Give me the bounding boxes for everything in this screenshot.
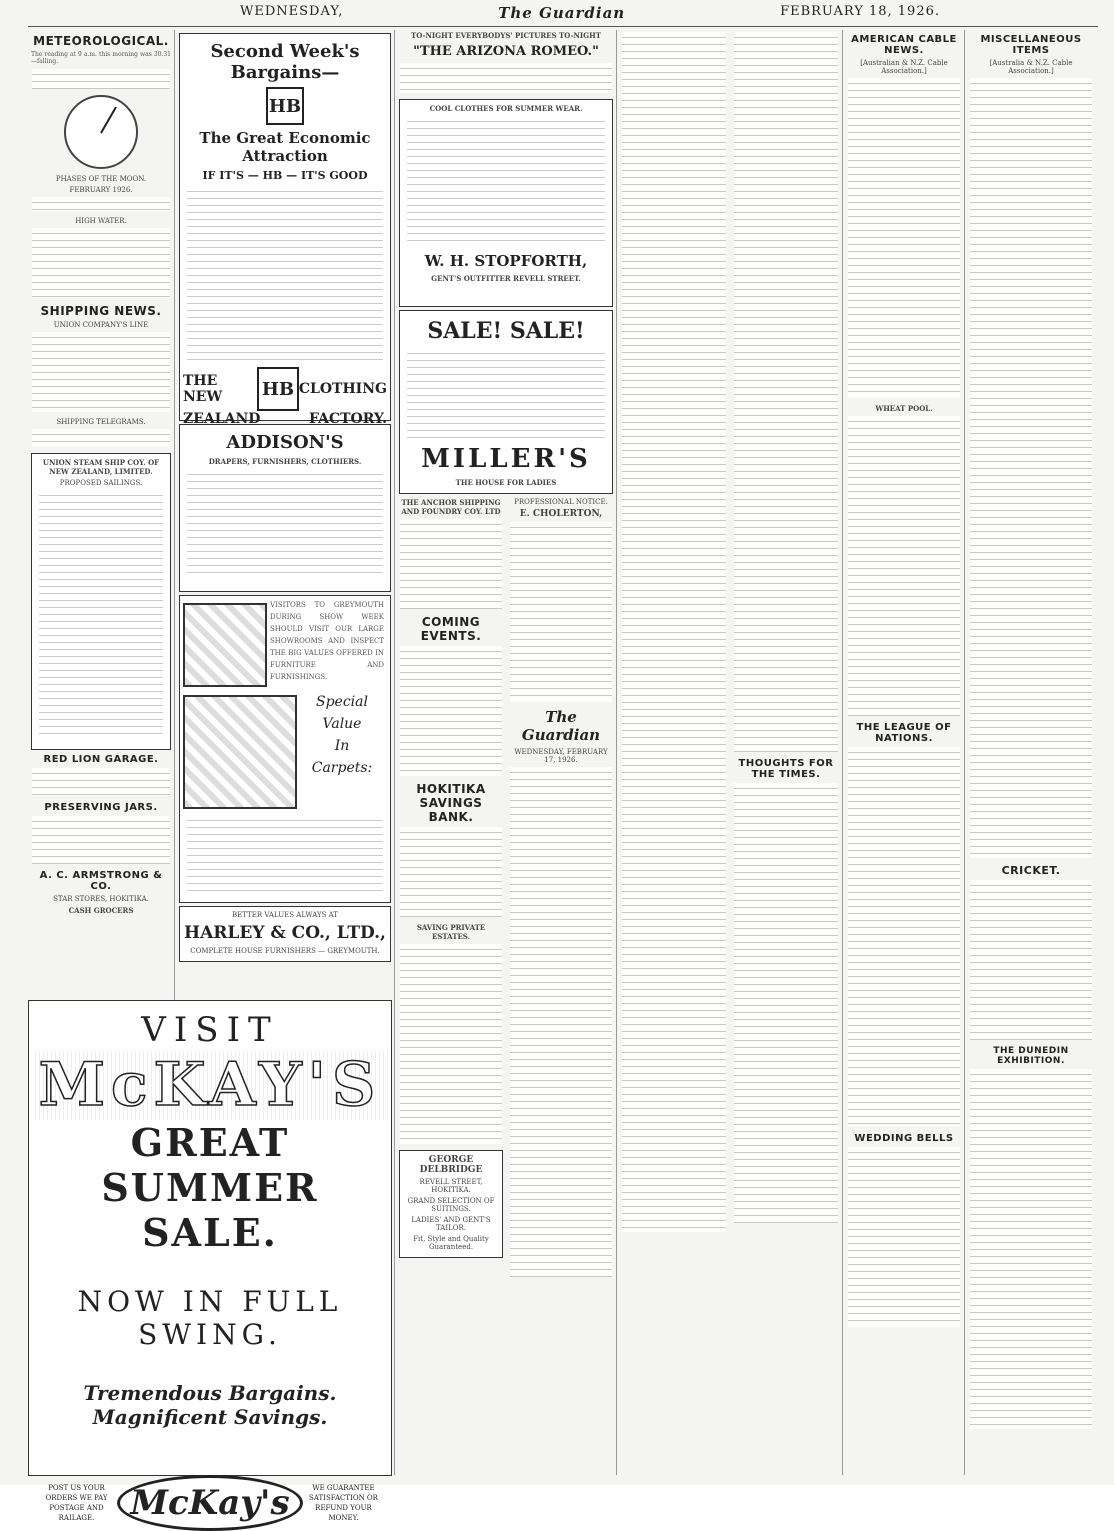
mckays-now-full: NOW IN FULL SWING.	[77, 1285, 343, 1351]
high-water-heading: HIGH WATER.	[75, 216, 127, 225]
thoughts-body	[734, 783, 838, 1223]
saving-estates-heading: SAVING PRIVATE ESTATES.	[416, 923, 486, 941]
addisons-ad	[179, 424, 391, 592]
stopforth-sub: GENT'S OUTFITTER REVELL STREET.	[431, 274, 581, 283]
coming-events-body	[400, 646, 502, 776]
delbridge-ad	[399, 1150, 503, 1258]
carpet-pattern-icon	[183, 695, 297, 809]
carpet-prices	[187, 815, 383, 895]
col4-left	[618, 30, 730, 1238]
union-heading: UNION COMPANY'S LINE	[53, 320, 149, 329]
second-week-heading: Second Week's Bargains—	[210, 41, 360, 83]
union-steam-ad	[31, 453, 171, 750]
cable-news-heading: AMERICAN CABLE NEWS.	[851, 34, 957, 56]
professional-notice: PROFESSIONAL NOTICE.	[514, 498, 608, 506]
if-its: IF IT'S	[202, 169, 244, 182]
telegrams-heading: SHIPPING TELEGRAMS.	[56, 417, 146, 426]
shipping-heading: SHIPPING NEWS.	[40, 303, 162, 318]
telegrams-body	[32, 429, 170, 447]
pictures-body	[400, 63, 612, 93]
furniture-ad	[179, 595, 391, 903]
its-good: IT'S GOOD	[300, 169, 368, 182]
factory-word: FACTORY.	[308, 411, 387, 427]
savings-bank-heading: HOKITIKA SAVINGS BANK.	[416, 782, 486, 824]
delbridge-heading: GEORGE DELBRIDGE	[419, 1155, 483, 1175]
addisons-heading: ADDISON'S	[226, 432, 344, 453]
moon-heading: PHASES OF THE MOON.	[55, 174, 147, 183]
cricket-heading: CRICKET.	[1001, 864, 1061, 877]
dunedin-heading: THE DUNEDIN EXHIBITION.	[993, 1046, 1069, 1066]
masthead-day: WEDNESDAY,	[240, 4, 344, 19]
hb-clothing-ad	[179, 33, 391, 427]
delbridge-suitings: GRAND SELECTION OF SUITINGS.	[407, 1197, 495, 1213]
preserving-body	[32, 816, 170, 864]
value-word: Value	[322, 716, 362, 732]
col3-left	[396, 497, 506, 1283]
guardian-date: WEDNESDAY, FEBRUARY 17, 1926.	[514, 748, 608, 764]
proposed-sailings: PROPOSED SAILINGS.	[59, 478, 143, 487]
mckays-ad	[28, 1000, 392, 1523]
wedding-heading: WEDDING BELLS	[854, 1133, 954, 1144]
carpet-illustration-icon	[183, 603, 267, 687]
sale-heading: SALE! SALE!	[427, 318, 585, 344]
sailings-list	[39, 490, 163, 740]
cool-clothes: COOL CLOTHES FOR SUMMER WEAR.	[429, 104, 583, 113]
masthead-rule	[28, 26, 1098, 27]
delbridge-address: REVELL STREET, HOKITIKA.	[419, 1178, 483, 1194]
cable-news-sub: [Australian & N.Z. Cable Association.]	[860, 59, 948, 75]
if-its-good: IF IT'S — HB — IT'S GOOD	[202, 169, 368, 182]
delbridge-tailor: LADIES' AND GENT'S TAILOR.	[411, 1216, 491, 1232]
preserving-heading: PRESERVING JARS.	[44, 801, 158, 813]
millers-sub: THE HOUSE FOR LADIES	[455, 478, 557, 487]
zealand-word: ZEALAND	[183, 411, 261, 427]
col3-right	[506, 497, 616, 1283]
carpets-word: Carpets:	[311, 760, 373, 776]
misc-body	[970, 78, 1092, 858]
col4-right	[730, 30, 842, 1238]
wedding-body	[848, 1147, 960, 1327]
league-heading: THE LEAGUE OF NATIONS.	[856, 722, 952, 744]
moon-month: FEBRUARY 1926.	[69, 185, 133, 194]
armstrong-heading: A. C. ARMSTRONG & CO.	[39, 869, 163, 892]
mckays-visit: VISIT	[141, 1010, 279, 1050]
visitors-text: VISITORS TO GREYMOUTH DURING SHOW WEEK SHOULD VISIT OUR LARGE SHOWROOMS AND INSPECT THE BIG VALUES OFFERED IN FURNITURE AND FURNISHINGS.	[270, 601, 384, 681]
cholerton-body	[510, 522, 612, 702]
cable-news-body	[848, 78, 960, 398]
special-word: Special	[316, 694, 368, 710]
mckays-guarantee-text: WE GUARANTEE SATISFACTION OR REFUND YOUR MONEY.	[309, 1484, 378, 1522]
meteorological-text: The reading at 9 a.m. this morning was 30.31—falling.	[31, 51, 171, 66]
thoughts-heading: THOUGHTS FOR THE TIMES.	[738, 758, 834, 780]
tonight-line: TO-NIGHT EVERYBODYS' PICTURES TO-NIGHT	[411, 31, 601, 40]
saving-estates-body	[400, 944, 502, 1144]
dunedin-body	[970, 1069, 1092, 1429]
harley-heading: HARLEY & CO., LTD.,	[184, 923, 386, 943]
delbridge-fit: Fit, Style and Quality Guaranteed.	[413, 1235, 489, 1251]
harley-ad	[179, 906, 391, 962]
col4-split	[618, 30, 842, 1238]
hb-factory-line	[183, 367, 387, 411]
armstrong-sub: STAR STORES, HOKITIKA.	[53, 894, 149, 903]
shipping-body	[32, 332, 170, 412]
meteorological-body	[32, 69, 170, 89]
col3-split	[396, 497, 616, 1283]
mckays-great-sale: GREAT SUMMER SALE.	[101, 1120, 319, 1255]
sale-body	[407, 348, 605, 438]
red-lion-heading: RED LION GARAGE.	[43, 753, 159, 765]
high-water-table	[32, 228, 170, 298]
misc-heading: MISCELLANEOUS ITEMS	[980, 34, 1082, 56]
news-body-right	[734, 32, 838, 752]
mckays-post-text: POST US YOUR ORDERS WE PAY POSTAGE AND RAILAGE.	[45, 1484, 108, 1522]
news-body-left	[622, 32, 726, 1232]
stopforth-ad	[399, 99, 613, 307]
mckays-badge	[36, 1475, 384, 1531]
red-lion-body	[32, 768, 170, 796]
league-body	[848, 747, 960, 1127]
editorial-body	[510, 767, 612, 1277]
cool-clothes-body	[407, 116, 605, 246]
guardian-heading: The Guardian	[521, 708, 601, 744]
column-4	[618, 30, 843, 1475]
furniture-top	[183, 599, 387, 691]
masthead-date: FEBRUARY 18, 1926.	[780, 4, 940, 19]
wheat-pool-body	[848, 416, 960, 716]
column-6	[966, 30, 1096, 1475]
better-values: BETTER VALUES ALWAYS AT	[232, 911, 338, 919]
anchor-heading: THE ANCHOR SHIPPING AND FOUNDRY COY. LTD	[401, 498, 501, 516]
misc-sub: [Australia & N.Z. Cable Association.]	[989, 59, 1073, 75]
hb-factory-logo-icon: HB	[257, 367, 299, 411]
cricket-body	[970, 880, 1092, 1040]
coming-events-heading: COMING EVENTS.	[420, 615, 482, 643]
meteorological-heading: METEOROLOGICAL.	[33, 34, 169, 48]
clothing-word: CLOTHING	[298, 381, 387, 397]
millers-heading: MILLER'S	[421, 444, 591, 474]
arizona-romeo: "THE ARIZONA ROMEO."	[413, 44, 599, 59]
hb-price-list	[187, 186, 383, 361]
wheat-pool-heading: WHEAT POOL.	[875, 404, 933, 413]
addisons-list	[187, 469, 383, 579]
addisons-sub: DRAPERS, FURNISHERS, CLOTHIERS.	[208, 457, 362, 466]
mckays-tremendous: Tremendous Bargains. Magnificent Savings.	[83, 1381, 337, 1429]
furniture-middle	[183, 691, 387, 813]
moon-table	[32, 197, 170, 211]
savings-bank-body	[400, 827, 502, 917]
masthead	[240, 4, 940, 22]
cholerton-heading: E. CHOLERTON,	[519, 509, 603, 519]
mckays-logo: McKay's	[117, 1475, 303, 1531]
column-3	[396, 30, 617, 1475]
cash-grocers: CASH GROCERS	[68, 905, 134, 915]
union-steam-title: UNION STEAM SHIP COY. OF NEW ZEALAND, LIMITED.	[42, 457, 160, 476]
harley-sub: COMPLETE HOUSE FURNISHERS — GREYMOUTH.	[190, 947, 380, 955]
stopforth-heading: W. H. STOPFORTH,	[424, 252, 588, 270]
millers-ad	[399, 310, 613, 494]
in-word: In	[334, 738, 350, 754]
economic-heading: The Great Economic Attraction	[199, 129, 371, 165]
barometer-dial-icon	[64, 95, 138, 169]
column-5	[844, 30, 965, 1475]
the-new: THE NEW	[183, 373, 223, 405]
masthead-paper-name: The Guardian	[498, 4, 626, 22]
mckays-name: McKAY'S	[32, 1050, 388, 1120]
hb-logo-icon: HB	[266, 87, 304, 125]
anchor-body	[400, 519, 502, 609]
special-value	[297, 691, 387, 813]
